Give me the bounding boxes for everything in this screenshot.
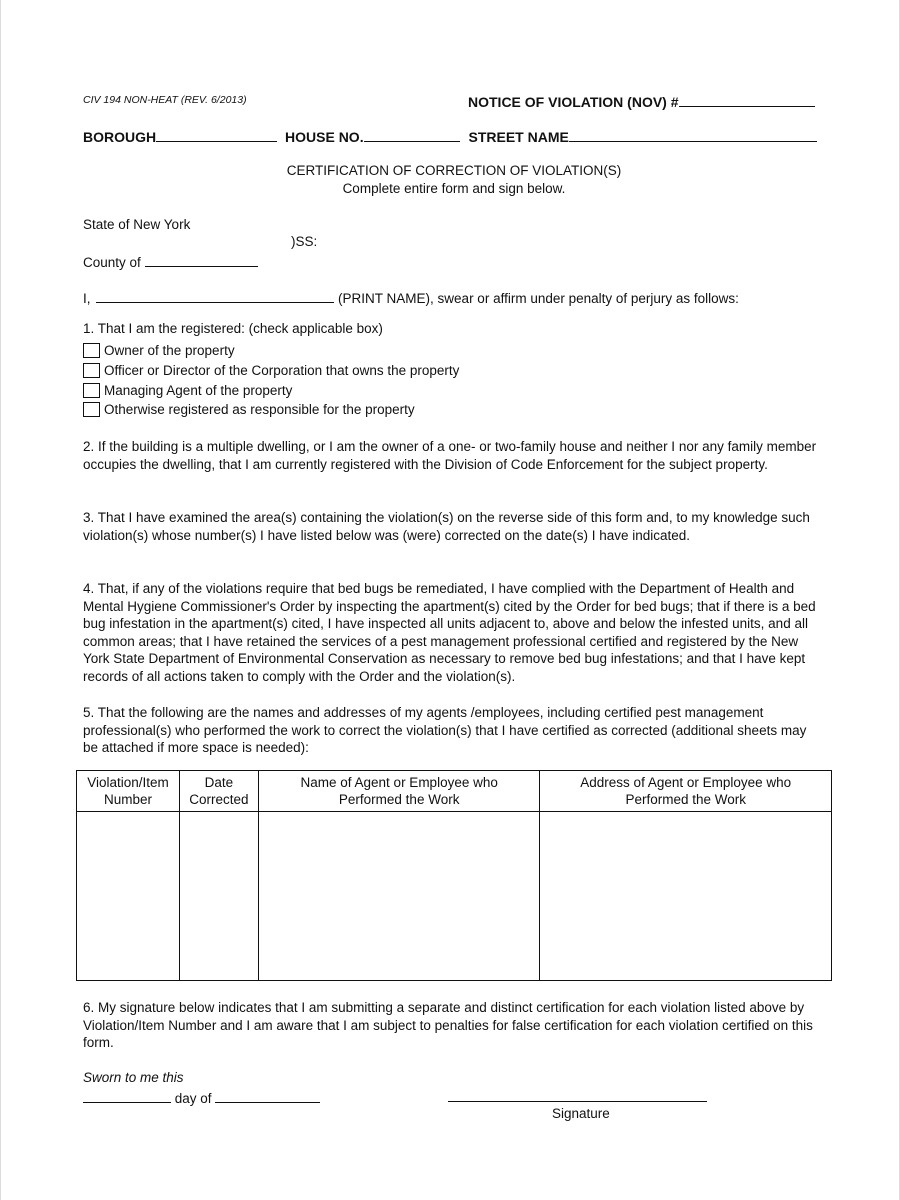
notice-number-blank[interactable] — [679, 92, 815, 107]
sworn-day-blank[interactable] — [83, 1088, 171, 1103]
otherwise-option-label: Otherwise registered as responsible for the property — [104, 402, 415, 417]
owner-checkbox[interactable] — [83, 343, 100, 358]
house-no-blank[interactable] — [364, 127, 460, 142]
county-blank[interactable] — [145, 252, 258, 267]
sworn-label: Sworn to me this — [83, 1070, 184, 1085]
form-title: CERTIFICATION OF CORRECTION OF VIOLATION(S) — [286, 163, 622, 178]
officer-checkbox[interactable] — [83, 363, 100, 378]
form-code: CIV 194 NON-HEAT (REV. 6/2013) — [83, 94, 247, 106]
checkbox-row-owner — [83, 343, 235, 358]
otherwise-registered-checkbox[interactable] — [83, 402, 100, 417]
checkbox-row-managing-agent — [83, 383, 292, 398]
county-label: County of — [83, 255, 141, 270]
column-header-date-corrected: Date Corrected — [179, 771, 258, 812]
state-label: State of New York — [83, 217, 191, 232]
street-name-label: STREET NAME — [468, 129, 569, 145]
table-row — [77, 812, 832, 981]
signature-label: Signature — [552, 1106, 610, 1121]
violation-number-cell[interactable] — [77, 812, 180, 981]
agent-name-cell[interactable] — [258, 812, 540, 981]
date-corrected-cell[interactable] — [179, 812, 258, 981]
owner-option-label: Owner of the property — [104, 343, 235, 358]
borough-blank[interactable] — [156, 127, 277, 142]
checkbox-row-officer — [83, 363, 459, 378]
borough-label: BOROUGH — [83, 129, 157, 145]
affirmation-prefix: I, — [83, 291, 91, 306]
managing-agent-checkbox[interactable] — [83, 383, 100, 398]
section-4-text: 4. That, if any of the violations require that bed bugs be remediated, I have complied with the Department of Health and Mental Hygiene Commissioner's Order by inspecting the apartment(s) cited by the Order for bed bugs; that if there is a bed bug infestation in the apartment(s) cited, I have inspected all units adjacent to, above and below the infested units, and all common areas; that I have retained the services of a pest management professional certified and registered by the New York State Department of Environmental Conservation as necessary to remove bed bug infestations; and that I have kept records of all actions taken to comply with the Order and the violation(s). — [83, 581, 816, 684]
signature-line[interactable] — [448, 1101, 707, 1102]
agents-table — [76, 770, 832, 981]
column-header-agent-address: Address of Agent or Employee who Performed the Work — [540, 771, 832, 812]
notice-of-violation-field — [468, 92, 815, 110]
agent-address-cell[interactable] — [540, 812, 832, 981]
section-3-text: 3. That I have examined the area(s) containing the violation(s) on the reverse side of this form and, to my knowledge such violation(s) whose number(s) I have listed below was (were) corrected on the date(s) I have indicated. — [83, 510, 810, 543]
ss-label: )SS: — [291, 234, 318, 249]
county-field — [83, 252, 258, 270]
column-header-agent-name: Name of Agent or Employee who Performed the Work — [258, 771, 540, 812]
street-name-blank[interactable] — [569, 127, 817, 142]
managing-agent-option-label: Managing Agent of the property — [104, 383, 293, 398]
notice-label: NOTICE OF VIOLATION (NOV) # — [468, 94, 679, 110]
sworn-month-blank[interactable] — [215, 1088, 320, 1103]
affirmation-line — [83, 288, 739, 306]
officer-option-label: Officer or Director of the Corporation that owns the property — [104, 363, 460, 378]
sworn-date-line — [83, 1088, 320, 1106]
checkbox-row-otherwise — [83, 402, 415, 417]
affirmation-suffix: (PRINT NAME), swear or affirm under penalty of perjury as follows: — [338, 291, 739, 306]
address-row — [83, 127, 817, 145]
day-of-label: day of — [174, 1091, 212, 1106]
section-1-intro: 1. That I am the registered: (check applicable box) — [83, 321, 383, 336]
print-name-blank[interactable] — [96, 288, 334, 303]
house-no-label: HOUSE NO. — [285, 129, 364, 145]
section-5-text: 5. That the following are the names and addresses of my agents /employees, including certified pest management professional(s) who performed the work to correct the violation(s) that I have certified as corrected (additional sheets may be attached if more space is needed): — [83, 705, 807, 756]
column-header-violation-number: Violation/Item Number — [77, 771, 180, 812]
form-subtitle: Complete entire form and sign below. — [342, 181, 566, 196]
table-header-row — [77, 771, 832, 812]
section-6-text: 6. My signature below indicates that I am submitting a separate and distinct certification for each violation listed above by Violation/Item Number and I am aware that I am subject to penalties for false certification for each violation certified on this form. — [83, 1000, 813, 1051]
section-2-text: 2. If the building is a multiple dwelling, or I am the owner of a one- or two-family house and neither I nor any family member occupies the dwelling, that I am currently registered with the Division of Code Enforcement for the subject property. — [83, 439, 817, 472]
